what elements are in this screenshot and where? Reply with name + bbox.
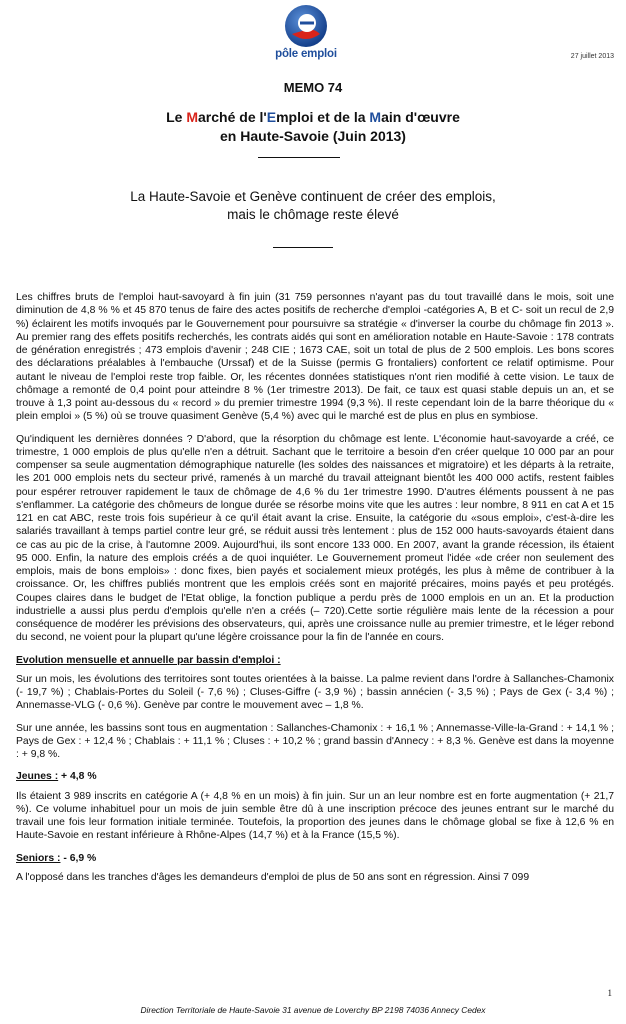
paragraph-analysis: Qu'indiquent les dernières données ? D'abord, que la résorption du chômage est lente. L'économie haut-savoyarde a créé, ce trimestre, 1 000 emplois de plus qu'elle n'en a détruit. Sachant que le territoire a besoin d'en créer quelque 10 000 par an pour compenser sa seule augmentation démographique naturelle (les soldes des naissances et migratoire) et les départs à la retraite, les 201 000 emplois nets du secteur privé, ramenés à un marché du travail atteignant bientôt les 400 000 actifs, restent faibles pour espérer retrouver rapidement le taux de chômage de 4,6 % du 1er trimestre 1990. D'autres éléments poussent à ne pas s'enflammer. La catégorie des chômeurs de longue durée se résorbe moins vite que les autres : leur nombre, 8 911 en cat A et 15 121 en cat ABC, reste trois fois supérieur à ce qu'il était avant la crise. Ensuite, la catégorie du «sous emploi», c'est-à-dire les salariés travaillant à temps partiel contre leur gré, se réduit aussi très lentement : plus de 152 000 hauts-savoyards étaient dans ce cas au pic de la crise, à l'automne 2009. Aujourd'hui, ils sont encore 133 000. En 2007, avant la grande récession, ils étaient 95 000. Enfin, la nature des emplois créés a de quoi inquiéter. Le Gouvernement promeut l'idée «de créer non seulement des emplois, mais de bons emplois» : donc fixes, bien payés et socialement mieux protégés, les plus à même de contribuer à la croissance. Or, les chiffres publiés montrent que les emplois créés sont en majorité précaires, moins payés et peu protégés. Coupes claires dans le budget de l'Etat oblige, la fonction publique a perdu près de 1000 emplois en un an. Et la production industrielle a aussi plus perdu d'emplois qu'elle n'en a créés (– 720).Cette sortie régulière mais lente de la récession a pour conséquence de modérer les prévisions des observateurs, qui, après une croissance nulle au premier trimestre, et le léger rebond du second, ne voient pour la plupart qu'une légère croissance pour la fin de l'année en cours. — [16, 433, 614, 644]
subtitle-divider — [273, 247, 333, 248]
section-heading-jeunes: Jeunes : + 4,8 % — [16, 771, 97, 783]
logo-text: pôle emploi — [275, 48, 337, 60]
section-heading-seniors: Seniors : - 6,9 % — [16, 852, 97, 864]
document-subtitle — [0, 188, 626, 224]
document-title — [0, 108, 626, 146]
paragraph-jeunes: Ils étaient 3 989 inscrits en catégorie A (+ 4,8 % en un mois) à fin juin. Sur un an leur nombre est en forte augmentation (+ 21,7 %). Ce volume inhabituel pour un mois de juin semble être dû à une inscription précoce des jeunes entrant sur le marché du travail une fois leur formation initiale terminée. Toutefois, la proportion des jeunes dans le chômage global se fixe à 12,6 % en Haute-Savoie en restant inférieure à Rhône-Alpes (14,7 %) et à la France (15,5 %). — [16, 790, 614, 842]
title-line-1: Le Marché de l'Emploi et de la Main d'œuvre — [166, 109, 460, 125]
pole-emploi-logo — [268, 4, 344, 66]
memo-label: MEMO 74 — [283, 80, 343, 95]
page-number: 1 — [607, 988, 612, 998]
footer-address: Direction Territoriale de Haute-Savoie 31 avenue de Loverchy BP 2198 74036 Annecy Cedex — [140, 1005, 486, 1015]
document-body — [16, 291, 614, 893]
paragraph-seniors: A l'opposé dans les tranches d'âges les demandeurs d'emploi de plus de 50 ans sont en régression. Ainsi 7 099 — [16, 871, 530, 883]
section-heading-evolution: Evolution mensuelle et annuelle par bassin d'emploi : — [16, 654, 281, 666]
paragraph-yearly: Sur une année, les bassins sont tous en augmentation : Sallanches-Chamonix : + 16,1 % ; Annemasse-Ville-la-Grand : + 14,1 % ; Pays de Gex : + 12,4 % ; Chablais : + 11,1 % ; Cluses : + 10,2 % ; grand bassin d'Annecy : + 8,3 %. Genève est dans la moyenne : + 9,8 %. — [16, 722, 614, 760]
document-date: 27 juillet 2013 — [570, 53, 614, 60]
subtitle-line-1: La Haute-Savoie et Genève continuent de créer des emplois, — [130, 189, 496, 204]
paragraph-monthly: Sur un mois, les évolutions des territoires sont toutes orientées à la baisse. La palme revient dans l'ordre à Sallanches-Chamonix (- 19,7 %) ; Chablais-Portes du Soleil (- 7,6 %) ; Cluses-Giffre (- 3,9 %) ; bassin annécien (- 3,5 %) ; Pays de Gex (- 3,4 %) ; Annemasse-VLG (- 0,6 %). Genève par contre le mouvement avec – 1,8 %. — [16, 673, 614, 712]
title-line-2: en Haute-Savoie (Juin 2013) — [220, 128, 406, 144]
pole-emploi-logo-icon — [284, 4, 328, 48]
paragraph-intro: Les chiffres bruts de l'emploi haut-savoyard à fin juin (31 759 personnes n'ayant pas du tout travaillé dans le mois, soit une diminution de 4,8 % % et 45 870 tenus de faire des actes positifs de recherche d'emploi -catégories A, B et C- soit un recul de 2,9 %) éclairent les motifs invoqués par le Gouvernement pour poursuivre sa stratégie « d'inverser la courbe du chômage fin 2013 ». Au premier rang des effets positifs recherchés, les contrats aidés qui sont en amélioration notable en Haute-Savoie : 178 contrats de génération enregistrés ; 473 emplois d'avenir ; 248 CIE ; 1673 CAE, soit un total de plus de 2 500 emplois. Les bons scores des déclarations préalables à l'embauche (Urssaf) et de la Suisse (permis G frontaliers) confortent ce relatif optimisme. Pour autant le niveau de l'emploi reste trop faible. Or, les récentes données statistiques n'ont rien modifié à cette vision. Le taux de chômage a remonté de 0,4 point pour atteindre 8 % (1er trimestre 2013). De fait, ce taux est quasi stable depuis un an, et se trouve à 1,3 point au-dessous du « record » du premier trimestre 1994 (9,3 %). Il reste cependant loin de la barre théorique du « plein emploi » (5 %) où se trouve quasiment Genève (5,4 %) avec qui le marché est de plus en plus en symbiose. — [16, 292, 614, 423]
title-divider — [258, 157, 340, 158]
subtitle-line-2: mais le chômage reste élevé — [227, 207, 399, 222]
